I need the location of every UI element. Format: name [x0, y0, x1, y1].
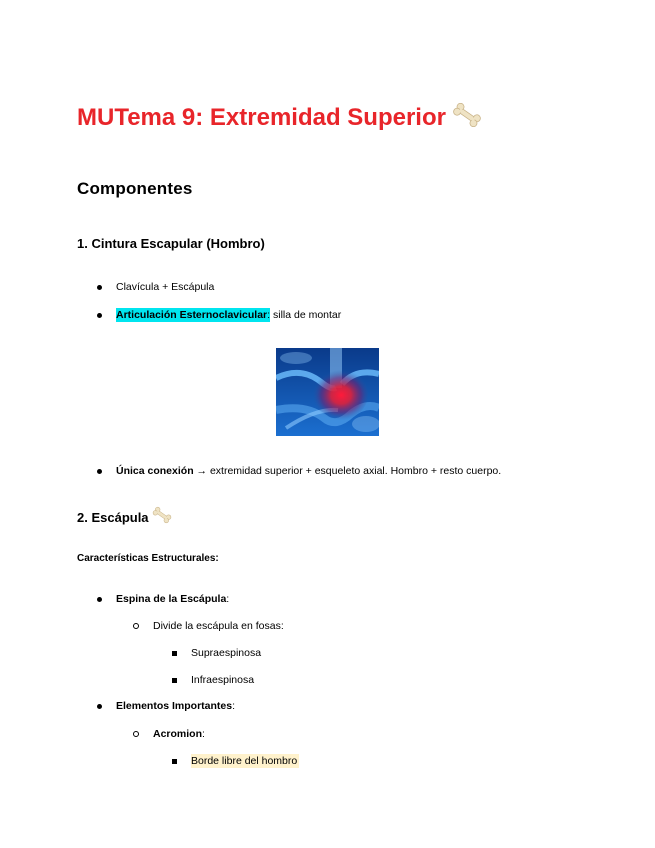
- list-item: [133, 727, 205, 741]
- bone-icon: [452, 106, 482, 133]
- bullet-icon: [133, 623, 139, 629]
- list-item-text: Clavícula + Escápula: [116, 281, 215, 293]
- bold-term: Espina de la Escápula: [116, 593, 227, 605]
- list-item-text: :: [202, 728, 205, 740]
- heading-cintura-escapular: 1. Cintura Escapular (Hombro): [77, 236, 265, 251]
- bullet-icon: [97, 597, 102, 602]
- subheading-caracteristicas: Características Estructurales:: [77, 553, 219, 564]
- bone-icon: [152, 506, 172, 529]
- heading-componentes: Componentes: [77, 179, 193, 198]
- colon-text: :: [267, 309, 271, 321]
- list-item-text: :: [226, 593, 230, 605]
- list-item-text: :: [232, 700, 236, 712]
- title-text: MUTema 9: Extremidad Superior: [77, 104, 446, 131]
- list-item: [172, 754, 299, 768]
- list-item-text: Supraespinosa: [191, 647, 262, 659]
- bullet-icon: [97, 313, 102, 318]
- bullet-icon: [172, 759, 177, 764]
- list-item: [133, 619, 284, 633]
- bold-term: Única conexión: [116, 465, 194, 477]
- heading-escapula: [77, 506, 172, 529]
- list-item-text: Infraespinosa: [191, 674, 255, 686]
- bullet-icon: [133, 731, 139, 737]
- heading-escapula-text: 2. Escápula: [77, 509, 149, 525]
- list-item: [97, 464, 501, 478]
- list-item: [97, 699, 235, 713]
- bold-term: Elementos Importantes: [116, 700, 233, 712]
- bullet-icon: [172, 678, 177, 683]
- document-title: [77, 100, 482, 138]
- highlighted-term: [116, 308, 270, 322]
- bold-term: Acromion: [153, 728, 203, 740]
- bullet-icon: [97, 704, 102, 709]
- list-item: [172, 673, 254, 687]
- list-item: [97, 308, 341, 322]
- list-item: [97, 280, 214, 294]
- bullet-icon: [97, 469, 102, 474]
- bullet-icon: [97, 285, 102, 290]
- bullet-icon: [172, 651, 177, 656]
- list-item: [97, 592, 229, 606]
- sternoclavicular-joint-image: [276, 348, 379, 436]
- list-item-text: Divide la escápula en fosas:: [153, 620, 284, 632]
- list-item: [172, 646, 261, 660]
- highlighted-text: Borde libre del hombro: [191, 755, 298, 767]
- list-item-text: silla de montar: [270, 309, 342, 321]
- list-item-text: → extremidad superior + esqueleto axial. Hombro + resto cuerpo.: [193, 465, 502, 477]
- bold-term: Articulación Esternoclavicular: [116, 309, 268, 321]
